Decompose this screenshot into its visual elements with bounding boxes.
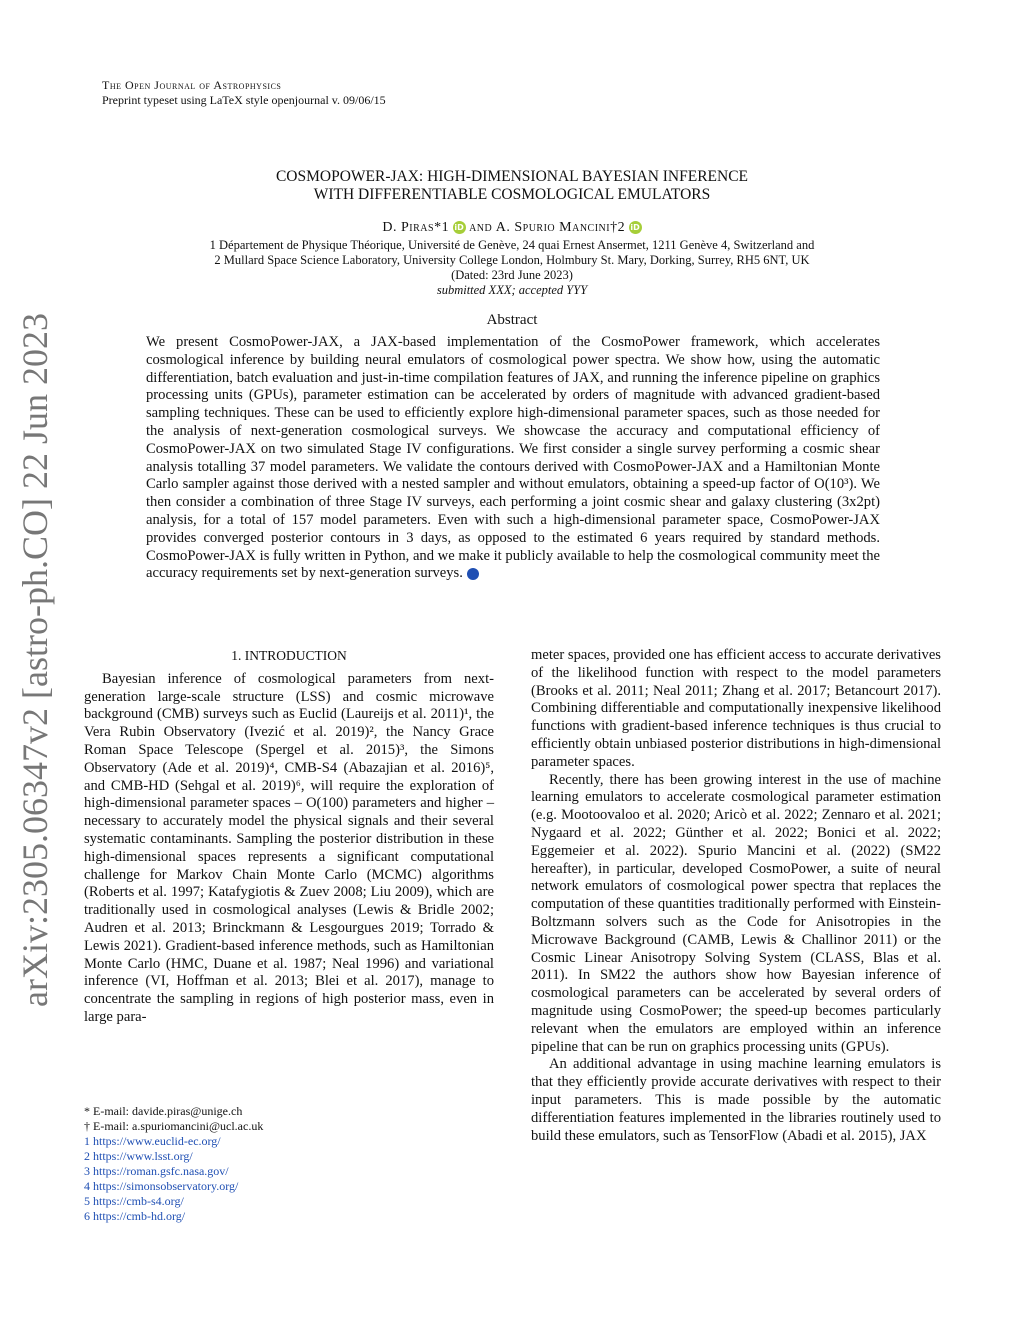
preprint-note: Preprint typeset using LaTeX style openjournal v. 09/06/15 <box>102 93 386 107</box>
arxiv-id-text: arXiv:2305.06347v2 [astro-ph.CO] 22 Jun 2023 <box>15 313 55 1007</box>
orcid-icon[interactable]: iD <box>454 223 464 233</box>
dated: (Dated: 23rd June 2023) <box>451 268 573 282</box>
footnote-link-euclid[interactable]: 1 https://www.euclid-ec.org/ <box>84 1134 221 1148</box>
abstract-text: We present CosmoPower-JAX, a JAX-based implementation of the CosmoPower framework, which accelerates cosmological inference by building neural emulators of cosmological power spectra. We show how, using the automatic differentiation, batch evaluation and just-in-time compilation features of JAX, and running the inference pipeline on graphics processing units (GPUs), parameter estimation can be accelerated by orders of magnitude with advanced gradient-based sampling techniques. These can be used to efficiently explore high-dimensional parameter spaces, such as those needed for the analysis of next-generation cosmological surveys. We showcase the accuracy and computational efficiency of CosmoPower-JAX on two simulated Stage IV configurations. We first consider a single survey performing a cosmic shear analysis totalling 37 model parameters. We validate the contours derived with CosmoPower-JAX and a Hamiltonian Monte Carlo sampler against those derived with a nested sampler and without emulators, obtaining a speed-up factor of O(10³). We then consider a combination of three Stage IV surveys, each performing a joint cosmic shear and galaxy clustering (3x2pt) analysis, for a total of 157 model parameters. Even with such a high-dimensional parameter space, CosmoPower-JAX provides converged posterior contours in 3 days, as opposed to the estimated 6 years required by standard methods. CosmoPower-JAX is fully written in Python, and we make it publicly available to help the cosmological community meet the accuracy requirements set by next-generation surveys. <box>146 334 880 582</box>
intro-paragraph-1: Bayesian inference of cosmological parameters from next-generation large-scale structure (LSS) and cosmic microwave background (CMB) surveys such as Euclid (Laureijs et al. 2011)¹, the Vera Rubin Observatory (Ivezić et al. 2019)², the Nancy Grace Roman Space Telescope (Spergel et al. 2015)³, the Simons Observatory (Ade et al. 2019)⁴, CMB-S4 (Abazajian et al. 2016)⁵, and CMB-HD (Sehgal et al. 2019)⁶, will require the exploration of high-dimensional parameter spaces – O(100) parameters and higher – necessary to accurately model the physical signals and their several systematic contaminants. Sampling the posterior distribution in these high-dimensional spaces represents a significant computational challenge for Markov Chain Monte Carlo (MCMC) algorithms (Roberts et al. 1997; Katafygiotis & Zuev 2008; Liu 2009), which are traditionally used in cosmological analyses (Lewis & Bridle 2002; Audren et al. 2013; Brinckmann & Lesgourgues 2019; Torrado & Lewis 2021). Gradient-based inference methods, such as Hamiltonian Monte Carlo (HMC, Duane et al. 1987; Neal 1996) and variational inference (VI, Hoffman et al. 2013; Blei et al. 2017), manage to concentrate the sampling in regions of high posterior mass, even in large para- <box>84 670 494 1025</box>
section-heading: 1. INTRODUCTION <box>231 648 347 663</box>
author-1: D. Piras*1 <box>382 220 450 235</box>
intro-paragraph-4: An additional advantage in using machine learning emulators is that they efficiently provide accurate derivatives with respect to their input parameters. This is made possible by the automatic differentiation features implemented in the libraries routinely used to build these emulators, such as TensorFlow (Abadi et al. 2015), JAX <box>531 1056 941 1144</box>
author-2: A. Spurio Mancini†2 <box>495 220 626 235</box>
affiliations <box>130 238 894 298</box>
arxiv-identifier-stamp <box>0 0 70 1325</box>
right-column <box>531 647 941 1145</box>
affiliation-1: 1 Département de Physique Théorique, Université de Genève, 24 quai Ernest Ansermet, 1211 Genève 4, Switzerland and <box>209 238 815 252</box>
footnote-link-lsst[interactable]: 2 https://www.lsst.org/ <box>84 1149 193 1163</box>
journal-name: The Open Journal of Astrophysics <box>102 78 282 92</box>
submission-status: submitted XXX; accepted YYY <box>436 283 588 297</box>
abstract-body <box>146 334 880 583</box>
paper-title <box>150 168 874 204</box>
intro-paragraph-3: Recently, there has been growing interest in the use of machine learning emulators to accelerate cosmological parameter estimation (e.g. Mootoovaloo et al. 2020; Aricò et al. 2022; Zennaro et al. 2021; Nygaard et al. 2022; Günther et al. 2022; Bonici et al. 2022; Eggemeier et al. 2022). Spurio Mancini et al. (2022) (SM22 hereafter), in particular, developed CosmoPower, a suite of neural network emulators of cosmological power spectra that replaces the computation of these quantities traditionally performed with Einstein-Boltzmann solvers such as the Code for Anisotropies in the Microwave Background (CAMB, Lewis & Challinor 2011) or the Cosmic Linear Anisotropy Solving System (CLASS, Blas et al. 2011). In SM22 the authors show how Bayesian inference of cosmological parameters can be accelerated by several orders of magnitude using CosmoPower; the speed-up becomes particularly relevant when the emulators are employed within an inference pipeline that can be run on graphics processing units (GPUs). <box>531 771 941 1055</box>
footnote-link-simons[interactable]: 4 https://simonsobservatory.org/ <box>84 1179 239 1193</box>
intro-paragraph-2: meter spaces, provided one has efficient access to accurate derivatives of the likelihood function with respect to the model parameters (Brooks et al. 2011; Neal 2011; Zhang et al. 2017; Betancourt 2017). Combining differentiable and computationally inexpensive likelihood functions with gradient-based inference techniques is thus crucial to efficiently obtain unbiased posterior distributions in high-dimensional parameter spaces. <box>531 647 941 770</box>
orcid-icon[interactable]: iD <box>630 223 640 233</box>
author-conjunction: and <box>469 220 493 235</box>
title-line-2: WITH DIFFERENTIABLE COSMOLOGICAL EMULATORS <box>313 186 711 203</box>
footnote-link-cmbs4[interactable]: 5 https://cmb-s4.org/ <box>84 1194 184 1208</box>
author-list <box>150 220 874 236</box>
footnote-email-2[interactable]: † E-mail: a.spuriomancini@ucl.ac.uk <box>84 1119 264 1133</box>
journal-header <box>102 78 386 108</box>
footnotes <box>84 1104 494 1224</box>
github-icon[interactable] <box>467 568 479 580</box>
affiliation-2: 2 Mullard Space Science Laboratory, University College London, Holmbury St. Mary, Dorking, Surrey, RH5 6NT, UK <box>214 253 810 267</box>
footnote-link-roman[interactable]: 3 https://roman.gsfc.nasa.gov/ <box>84 1164 229 1178</box>
left-column <box>84 647 494 1027</box>
abstract-heading: Abstract <box>486 312 538 328</box>
footnote-link-cmbhd[interactable]: 6 https://cmb-hd.org/ <box>84 1209 186 1223</box>
footnote-email-1[interactable]: * E-mail: davide.piras@unige.ch <box>84 1104 243 1118</box>
title-line-1: COSMOPOWER-JAX: HIGH-DIMENSIONAL BAYESIAN INFERENCE <box>275 168 749 185</box>
